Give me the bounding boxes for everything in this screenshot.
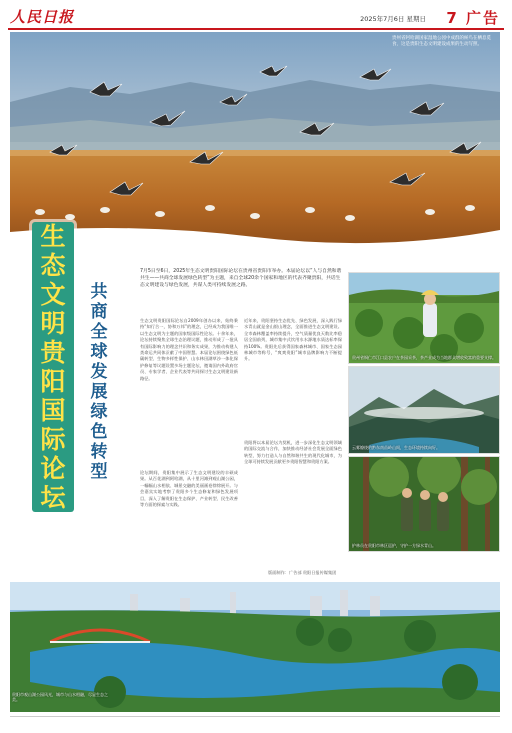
misty-mountain-image (349, 367, 499, 453)
wetland-cranes-image (10, 32, 500, 254)
title-char: 明 (40, 309, 66, 338)
title-char: 态 (40, 251, 66, 280)
photo-caption: 云雾缭绕的黔东南苗岭山间，生态环境持续向好。 (352, 445, 440, 450)
subtitle-char: 球 (90, 342, 108, 362)
layout-credit: 版面制作：广告部 贵阳日报传媒集团 (268, 570, 337, 575)
tea-picking-photo (348, 272, 500, 364)
hero-photo (10, 32, 500, 254)
subtitle-char: 型 (90, 462, 108, 482)
subtitle-char: 转 (90, 442, 108, 462)
issue-date: 2025年7月6日 星期日 (360, 15, 426, 23)
subtitle-char: 绿 (90, 402, 108, 422)
title-char: 贵 (40, 338, 66, 367)
subtitle-char: 发 (90, 362, 108, 382)
page-label: 7 广告 (446, 9, 500, 27)
title-char: 坛 (40, 483, 66, 512)
article-column-4: 贵阳将以本届论坛为契机，进一步深化生态文明领域的国际交流与合作，加快推动经济社会发展全面绿色转型，努力打造人与自然和谐共生的现代化城市，为全球可持续发展贡献更多贵阳智慧和贵阳方案。 (244, 440, 342, 465)
title-char: 生 (40, 222, 66, 251)
forest-ranger-photo (348, 456, 500, 552)
title-char: 文 (40, 280, 66, 309)
photo-caption: 护林员在贵阳市林区巡护，守护一方绿水青山。 (352, 543, 436, 548)
lead-paragraph: 7月5日至6日，2025年生态文明贵阳国际论坛在贵州省贵阳市举办。本届论坛以“人与自然和谐共生——共商全球发展绿色转型”为主题，来自全球20余个国家和地区的代表齐聚贵阳，共话生态文明建设与绿色发展，共谋人类可持续发展之路。 (140, 269, 342, 288)
footer-divider (10, 716, 500, 717)
vertical-title (32, 222, 74, 512)
tea-garden-image (349, 273, 499, 363)
title-char: 国 (40, 396, 66, 425)
subtitle-vertical (82, 282, 116, 482)
title-char: 阳 (40, 367, 66, 396)
newspaper-logo: 人民日报 (10, 8, 75, 26)
page-header (8, 6, 504, 30)
subtitle-char: 展 (90, 382, 108, 402)
subtitle-char: 共 (90, 282, 108, 302)
mountain-photo (348, 366, 500, 454)
article-column-2: 近年来，贵阳坚持生态优先、绿色发展，深入践行绿水青山就是金山银山理念，全面推进生态文明建设。全市森林覆盖率持续提升，空气质量优良天数比率稳居全国前列，城市集中式饮用水水源地水质达标率保持100%。贵阳先后获得国家森林城市、国家生态园林城市等称号，“爽爽贵阳”城市品牌影响力不断提升。 (244, 318, 342, 362)
subtitle-char: 商 (90, 302, 108, 322)
photo-caption: 贵州省铜仁市江口县农户在茶园采茶，茶产业成为当地群众增收致富的重要支撑。 (352, 355, 496, 360)
bottom-photo-caption: 贵阳市观山湖公园风光，城市与山水相融，尽显生态之美。 (12, 692, 108, 702)
title-char: 论 (40, 454, 66, 483)
forest-patrol-image (349, 457, 499, 551)
hero-caption: 贵州省阿哈湖国家湿地公园中成群的候鸟在栖息觅食，这是贵阳生态文明建设成果的生动写照。 (392, 36, 491, 47)
article-column-1: 生态文明贵阳国际论坛自2009年创办以来，始终秉持“知行合一，协和万邦”的理念，已经成为我国唯一以生态文明为主题的国家级国际性论坛。十余年来，论坛持续聚焦全球生态治理议题，推动形成了一批具有国际影响力的理念共识和务实成果，为推动构建人类命运共同体贡献了中国智慧。本届论坛围绕绿色低碳转型、生物多样性保护、山水林田湖草沙一体化保护修复等议题设置多场主题论坛，邀请国内外政府官员、专家学者、企业代表等共同探讨生态文明建设新路径。 (140, 318, 238, 381)
subtitle-char: 全 (90, 322, 108, 342)
subtitle-char: 色 (90, 422, 108, 442)
title-char: 际 (40, 425, 66, 454)
article-column-3: 论坛期间，贵阳集中展示了生态文明建设的丰硕成果。从百花湖到阿哈湖，从十里河滩到观山湖公园，一幅幅山水相依、城景交融的美丽画卷徐徐展开。与会嘉宾实地考察了贵阳多个生态修复和绿色发展项目，深入了解贵阳在生态保护、产业转型、民生改善等方面的探索与实践。 (140, 470, 238, 508)
